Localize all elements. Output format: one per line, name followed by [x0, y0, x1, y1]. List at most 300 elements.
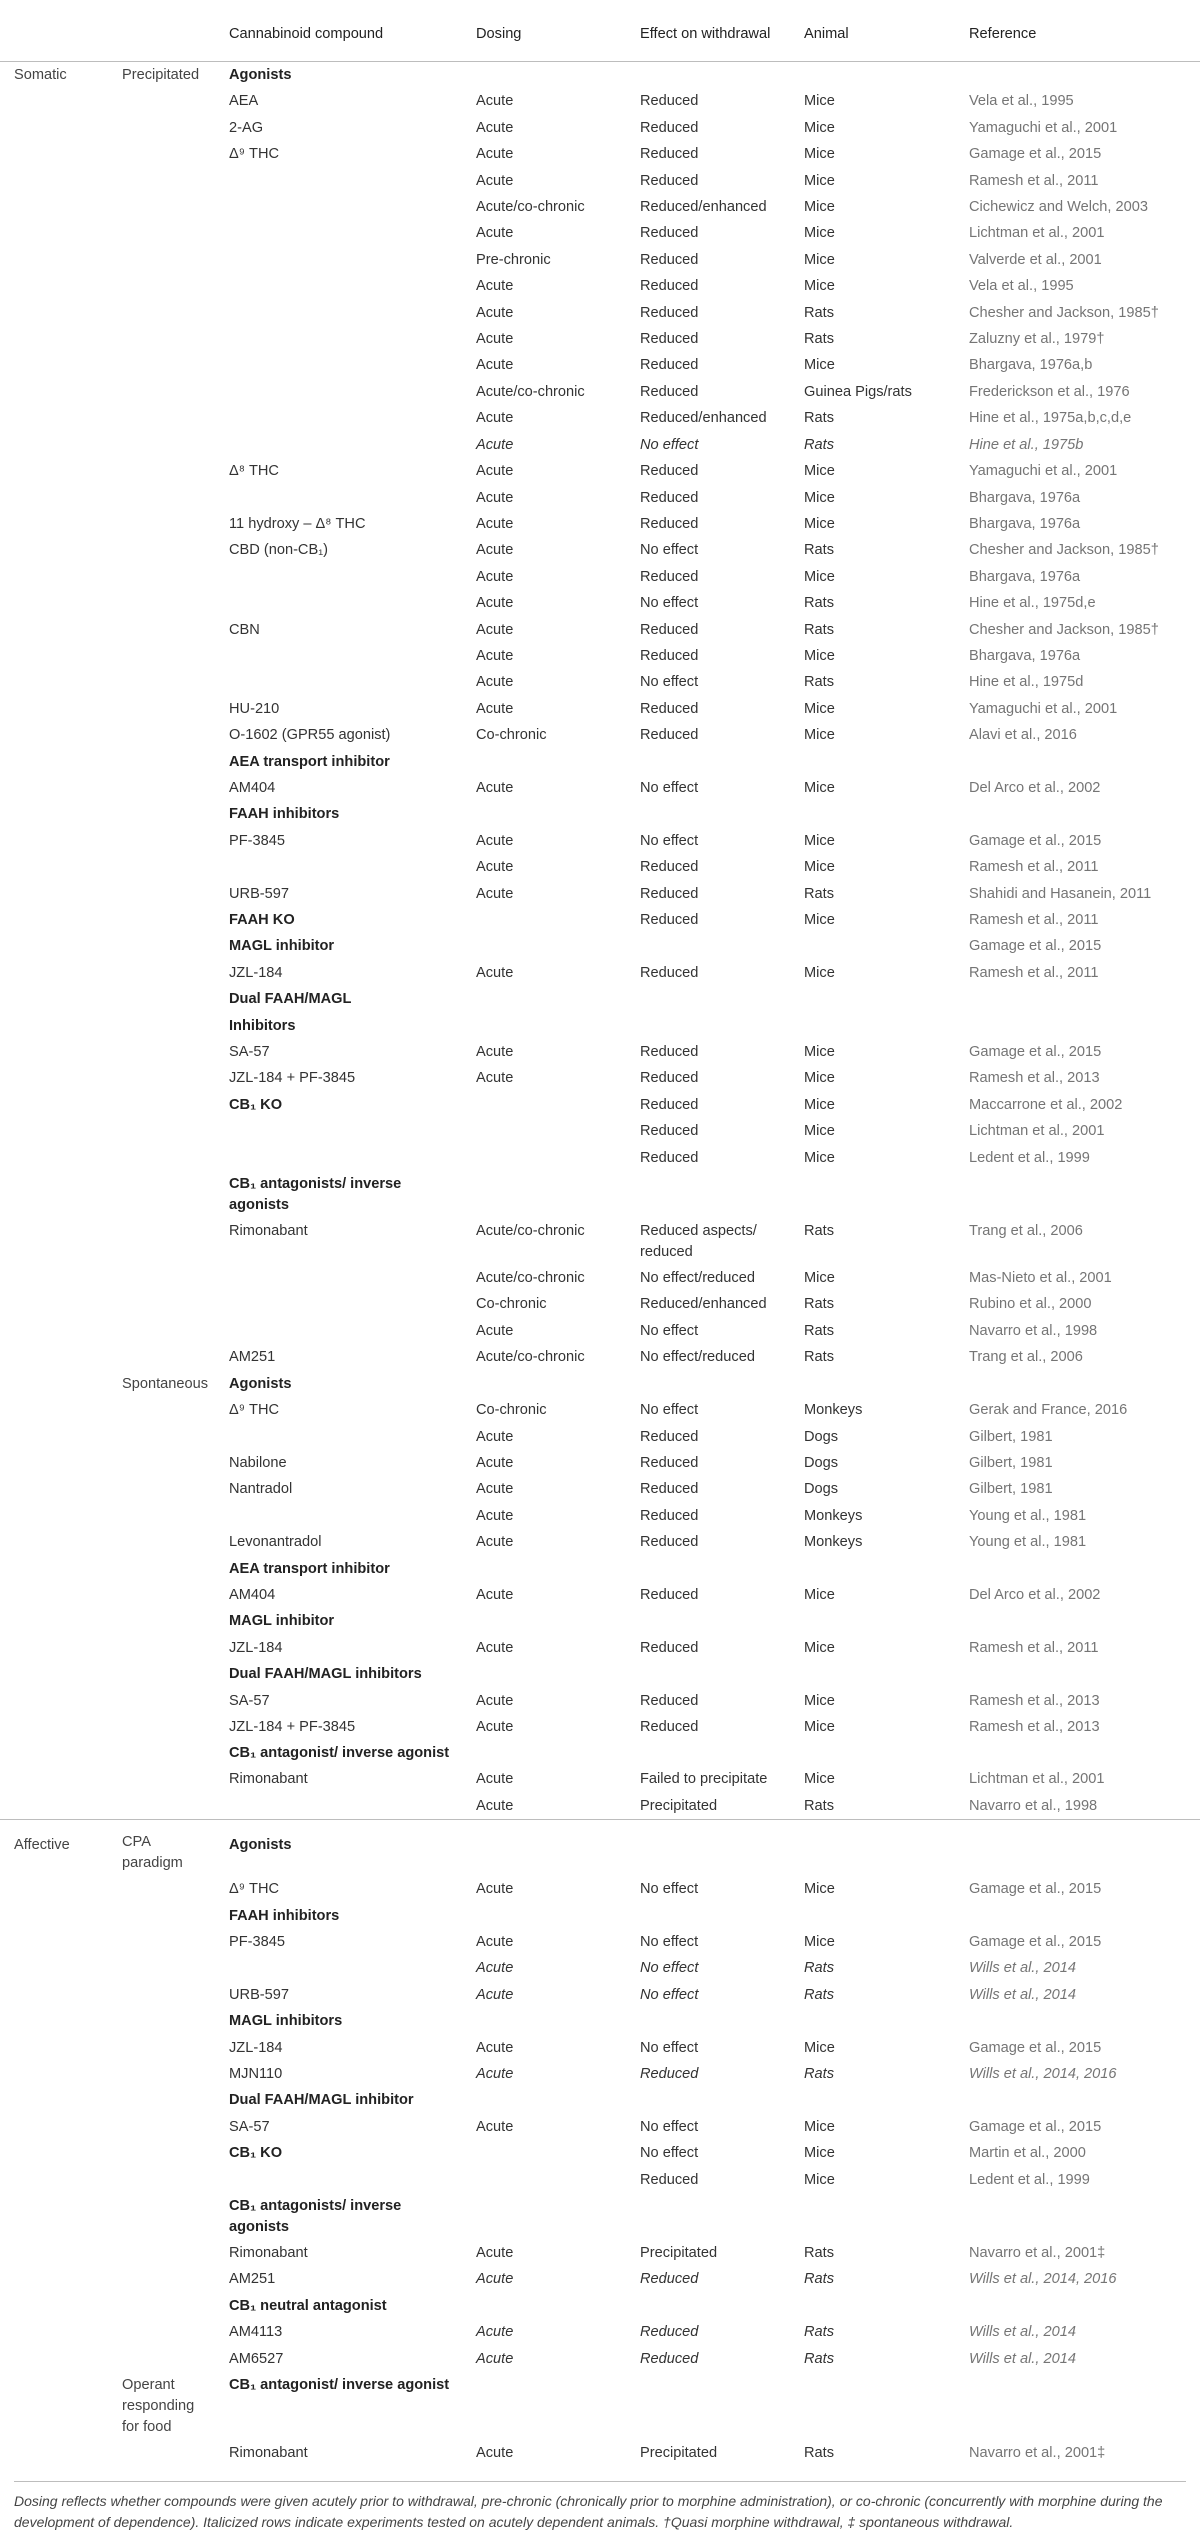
table-row — [0, 2193, 1200, 2240]
table-row — [0, 326, 1200, 352]
effect-cell: Reduced — [640, 251, 699, 268]
category-cell — [0, 1039, 108, 1065]
animal-cell: Rats — [804, 1986, 835, 2003]
effect-cell: Reduced — [640, 2324, 699, 2341]
dosing-cell: Acute — [476, 1454, 514, 1471]
reference-cell: Ramesh et al., 2013 — [969, 1070, 1100, 1087]
condition-cell — [108, 2061, 215, 2087]
animal-cell: Rats — [804, 2350, 835, 2367]
dosing-cell: Acute/co-chronic — [476, 1270, 585, 1287]
effect-cell: Reduced — [640, 1044, 699, 1061]
animal-cell: Mice — [804, 964, 835, 981]
animal-cell: Rats — [804, 621, 835, 638]
category-cell — [0, 2372, 108, 2440]
category-cell — [0, 1118, 108, 1144]
animal-cell: Mice — [804, 2039, 835, 2056]
category-cell — [0, 2114, 108, 2140]
reference-cell: Bhargava, 1976a — [969, 568, 1081, 585]
effect-cell: Reduced — [640, 727, 699, 744]
effect-cell: Reduced — [640, 700, 699, 717]
compound-cell: AM404 — [229, 779, 276, 796]
table-row — [0, 696, 1200, 722]
effect-cell: No effect — [640, 595, 699, 612]
table-row — [0, 1529, 1200, 1555]
condition-cell — [108, 1766, 215, 1792]
dosing-cell — [462, 2008, 626, 2034]
effect-cell: Reduced — [640, 2066, 699, 2083]
compound-cell: SA-57 — [229, 2118, 270, 2135]
category-cell — [0, 379, 108, 405]
animal-cell: Mice — [804, 1934, 835, 1950]
category-cell — [0, 1766, 108, 1792]
table-row — [0, 168, 1200, 194]
animal-cell: Mice — [804, 225, 835, 242]
table-row — [0, 2008, 1200, 2034]
effect-cell: Reduced — [640, 119, 699, 136]
condition-cell — [108, 273, 215, 299]
condition-cell: Precipitated — [122, 67, 200, 83]
category-cell — [0, 115, 108, 141]
reference-cell — [955, 1013, 1200, 1039]
reference-cell: Del Arco et al., 2002 — [969, 779, 1101, 796]
animal-cell: Rats — [804, 1960, 835, 1977]
compound-cell — [215, 590, 462, 616]
reference-cell: Hine et al., 1975d — [969, 674, 1084, 691]
compound-cell — [215, 247, 462, 273]
category-cell — [0, 1635, 108, 1661]
category-cell — [0, 2140, 108, 2166]
effect-cell: No effect/reduced — [640, 1270, 755, 1287]
compound-cell: AM404 — [229, 1586, 276, 1603]
table-row — [0, 1929, 1200, 1955]
dosing-cell: Acute — [476, 1428, 514, 1445]
reference-cell: Frederickson et al., 1976 — [969, 383, 1130, 400]
effect-cell: Reduced — [640, 357, 699, 374]
table-row — [0, 1608, 1200, 1634]
dosing-cell: Acute — [476, 1881, 514, 1898]
condition-cell — [108, 432, 215, 458]
dosing-cell: Acute — [476, 119, 514, 136]
dosing-cell: Acute — [476, 1771, 514, 1788]
dosing-cell: Acute — [476, 304, 514, 321]
animal-cell: Mice — [804, 1718, 835, 1735]
animal-cell: Rats — [804, 674, 835, 691]
reference-cell: Martin et al., 2000 — [969, 2145, 1086, 2162]
effect-cell — [626, 1820, 790, 1877]
category-cell — [0, 1424, 108, 1450]
animal-cell: Mice — [804, 119, 835, 136]
effect-cell: Failed to precipitate — [640, 1771, 768, 1788]
effect-cell: Reduced — [640, 172, 699, 189]
effect-cell: No effect — [640, 542, 699, 559]
compound-cell: O-1602 (GPR55 agonist) — [229, 727, 391, 744]
compound-cell: CBN — [229, 621, 260, 638]
animal-cell: Monkeys — [804, 1507, 863, 1524]
condition-cell — [108, 801, 215, 827]
category-cell — [0, 1503, 108, 1529]
compound-cell: URB-597 — [229, 885, 290, 902]
dosing-cell: Acute — [476, 278, 514, 295]
category-cell — [0, 669, 108, 695]
dosing-cell: Acute — [476, 1586, 514, 1603]
reference-cell: Shahidi and Hasanein, 2011 — [969, 885, 1152, 902]
compound-cell: Dual FAAH/MAGL inhibitor — [229, 2092, 414, 2109]
category-cell — [0, 1929, 108, 1955]
dosing-cell: Acute — [476, 1481, 514, 1498]
effect-cell: No effect — [640, 1960, 699, 1977]
animal-cell: Rats — [804, 2066, 835, 2083]
animal-cell: Rats — [804, 2324, 835, 2341]
effect-cell: No effect — [640, 436, 699, 453]
reference-cell: Gamage et al., 2015 — [969, 1881, 1102, 1898]
category-cell — [0, 828, 108, 854]
condition-cell — [108, 2114, 215, 2140]
condition-cell — [108, 2140, 215, 2166]
reference-cell: Wills et al., 2014, 2016 — [969, 2066, 1117, 2083]
compound-cell: SA-57 — [229, 1044, 270, 1061]
table-row — [0, 1013, 1200, 1039]
animal-cell — [790, 1903, 955, 1929]
animal-cell: Dogs — [804, 1481, 839, 1498]
category-cell — [0, 247, 108, 273]
category-cell — [0, 2440, 108, 2466]
condition-cell — [108, 1397, 215, 1423]
compound-cell: Agonists — [229, 67, 292, 83]
table-row — [0, 88, 1200, 114]
effect-cell: No effect — [640, 2039, 699, 2056]
effect-cell: Reduced — [640, 2350, 699, 2367]
dosing-cell — [462, 2167, 626, 2193]
reference-cell: Gamage et al., 2015 — [969, 938, 1102, 955]
animal-cell — [790, 1013, 955, 1039]
dosing-cell — [462, 1740, 626, 1766]
effect-cell: Reduced — [640, 304, 699, 321]
category-cell — [0, 458, 108, 484]
condition-cell — [108, 1424, 215, 1450]
category-cell — [0, 2319, 108, 2345]
table-row — [0, 1118, 1200, 1144]
category-cell — [0, 511, 108, 537]
effect-cell — [626, 2008, 790, 2034]
reference-cell — [955, 1171, 1200, 1218]
condition-cell — [108, 511, 215, 537]
table-row — [0, 1556, 1200, 1582]
dosing-cell: Acute — [476, 542, 514, 559]
animal-cell — [790, 1171, 955, 1218]
condition-cell — [108, 1903, 215, 1929]
condition-cell — [108, 1450, 215, 1476]
header-compound: Cannabinoid compound — [215, 8, 462, 62]
compound-cell: MJN110 — [229, 2066, 283, 2083]
category-cell — [0, 1218, 108, 1265]
effect-cell: Reduced — [640, 489, 699, 506]
condition-cell — [108, 749, 215, 775]
table-row — [0, 643, 1200, 669]
reference-cell: Bhargava, 1976a — [969, 489, 1081, 506]
dosing-cell — [462, 2372, 626, 2440]
compound-cell — [215, 1955, 462, 1981]
animal-cell: Rats — [804, 2245, 835, 2262]
table-row — [0, 1714, 1200, 1740]
condition-cell — [108, 907, 215, 933]
reference-cell: Wills et al., 2014 — [969, 2324, 1076, 2341]
animal-cell — [790, 933, 955, 959]
condition-cell — [108, 1503, 215, 1529]
compound-cell: Δ⁹ THC — [229, 1881, 280, 1898]
table-row — [0, 1424, 1200, 1450]
table-row — [0, 2114, 1200, 2140]
animal-cell — [790, 2193, 955, 2240]
effect-cell: Reduced — [640, 1096, 699, 1113]
table-row — [0, 485, 1200, 511]
reference-cell: Mas-Nieto et al., 2001 — [969, 1270, 1112, 1287]
animal-cell: Mice — [804, 357, 835, 374]
reference-cell — [955, 2293, 1200, 2319]
compound-cell: AEA transport inhibitor — [229, 753, 390, 770]
animal-cell: Mice — [804, 199, 835, 216]
effect-cell — [626, 933, 790, 959]
dosing-cell: Acute — [476, 331, 514, 348]
category-cell — [0, 1291, 108, 1317]
effect-cell: No effect — [640, 2118, 699, 2135]
dosing-cell — [462, 907, 626, 933]
table-row — [0, 115, 1200, 141]
category-cell — [0, 564, 108, 590]
table-row — [0, 405, 1200, 431]
effect-cell: Reduced/enhanced — [640, 1296, 767, 1313]
dosing-cell — [462, 1145, 626, 1171]
condition-cell — [108, 1118, 215, 1144]
animal-cell: Rats — [804, 436, 835, 453]
animal-cell — [790, 1556, 955, 1582]
category-cell — [0, 1450, 108, 1476]
reference-cell: Gamage et al., 2015 — [969, 2118, 1102, 2135]
category-cell — [0, 2266, 108, 2292]
condition-cell — [108, 405, 215, 431]
dosing-cell: Acute — [476, 885, 514, 902]
table-row — [0, 352, 1200, 378]
category-cell — [0, 1556, 108, 1582]
compound-cell: 2-AG — [229, 119, 264, 136]
compound-cell — [215, 432, 462, 458]
dosing-cell: Acute — [476, 463, 514, 480]
category-cell — [0, 220, 108, 246]
category-cell — [0, 907, 108, 933]
condition-cell — [108, 88, 215, 114]
dosing-cell — [462, 986, 626, 1012]
dosing-cell — [462, 2087, 626, 2113]
effect-cell — [626, 986, 790, 1012]
category-cell — [0, 88, 108, 114]
animal-cell: Mice — [804, 2145, 835, 2162]
condition-cell: Operant responding for food — [122, 2377, 195, 2436]
animal-cell: Rats — [804, 331, 835, 348]
condition-cell — [108, 2193, 215, 2240]
animal-cell: Mice — [804, 489, 835, 506]
reference-cell: Del Arco et al., 2002 — [969, 1586, 1101, 1603]
dosing-cell: Acute — [476, 779, 514, 796]
effect-cell — [626, 1371, 790, 1397]
condition-cell — [108, 1065, 215, 1091]
compound-cell: MAGL inhibitor — [229, 938, 335, 955]
category-cell — [0, 933, 108, 959]
reference-cell: Valverde et al., 2001 — [969, 251, 1102, 268]
condition-cell — [108, 854, 215, 880]
animal-cell: Mice — [804, 251, 835, 268]
category-cell — [0, 1982, 108, 2008]
condition-cell — [108, 986, 215, 1012]
condition-cell — [108, 2319, 215, 2345]
reference-cell: Young et al., 1981 — [969, 1534, 1087, 1551]
animal-cell: Mice — [804, 278, 835, 295]
dosing-cell — [462, 1013, 626, 1039]
animal-cell: Rats — [804, 2445, 835, 2462]
compound-cell — [215, 1318, 462, 1344]
compound-cell: MAGL inhibitors — [229, 2013, 343, 2030]
reference-cell: Yamaguchi et al., 2001 — [969, 700, 1118, 717]
reference-cell: Wills et al., 2014 — [969, 2350, 1076, 2367]
compound-cell — [215, 1265, 462, 1291]
reference-cell: Young et al., 1981 — [969, 1507, 1087, 1524]
animal-cell — [790, 2372, 955, 2440]
compound-cell: CB₁ antagonist/ inverse agonist — [229, 2377, 450, 2394]
effect-cell: Reduced — [640, 1481, 699, 1498]
condition-cell — [108, 1476, 215, 1502]
animal-cell: Monkeys — [804, 1534, 863, 1551]
compound-cell — [215, 1118, 462, 1144]
animal-cell: Mice — [804, 912, 835, 928]
animal-cell: Rats — [804, 1296, 835, 1313]
category-cell — [0, 960, 108, 986]
table-row — [0, 1371, 1200, 1397]
animal-cell: Mice — [804, 1270, 835, 1287]
reference-cell: Lichtman et al., 2001 — [969, 1771, 1105, 1788]
category-cell — [0, 722, 108, 748]
effect-cell: Reduced/enhanced — [640, 410, 767, 427]
header-effect: Effect on withdrawal — [626, 8, 790, 62]
effect-cell: No effect — [640, 2145, 699, 2162]
reference-cell: Navarro et al., 1998 — [969, 1322, 1098, 1339]
animal-cell: Rats — [804, 595, 835, 612]
condition-cell — [108, 1982, 215, 2008]
animal-cell: Rats — [804, 410, 835, 427]
dosing-cell: Acute — [476, 93, 514, 110]
effect-cell: Reduced — [640, 621, 699, 638]
compound-cell: JZL-184 — [229, 964, 283, 981]
compound-cell: JZL-184 — [229, 1639, 283, 1656]
table-row — [0, 1982, 1200, 2008]
table-row — [0, 2319, 1200, 2345]
category-cell — [0, 1793, 108, 1820]
effect-cell: Reduced — [640, 383, 699, 400]
category-cell — [0, 141, 108, 167]
table-row — [0, 432, 1200, 458]
header-row — [0, 8, 1200, 62]
reference-cell: Cichewicz and Welch, 2003 — [969, 199, 1149, 216]
table-row — [0, 1039, 1200, 1065]
condition-cell — [108, 590, 215, 616]
table-row — [0, 1955, 1200, 1981]
reference-cell: Maccarrone et al., 2002 — [969, 1096, 1123, 1113]
animal-cell: Mice — [804, 1586, 835, 1603]
dosing-cell — [462, 1608, 626, 1634]
table-row — [0, 564, 1200, 590]
dosing-cell: Acute — [476, 2039, 514, 2056]
compound-cell — [215, 194, 462, 220]
condition-cell — [108, 1688, 215, 1714]
dosing-cell — [462, 1820, 626, 1877]
animal-cell: Mice — [804, 1881, 835, 1898]
condition-cell — [108, 881, 215, 907]
effect-cell: Reduced — [640, 859, 699, 876]
reference-cell: Gerak and France, 2016 — [969, 1402, 1128, 1419]
condition-cell — [108, 1318, 215, 1344]
effect-cell — [626, 62, 790, 89]
dosing-cell: Acute — [476, 568, 514, 585]
reference-cell: Ramesh et al., 2011 — [969, 912, 1099, 928]
table-row — [0, 801, 1200, 827]
dosing-cell: Acute — [476, 172, 514, 189]
table-row — [0, 617, 1200, 643]
category-cell — [0, 2087, 108, 2113]
reference-cell: Hine et al., 1975d,e — [969, 595, 1096, 612]
animal-cell — [790, 986, 955, 1012]
compound-cell — [215, 1424, 462, 1450]
table-row — [0, 1876, 1200, 1902]
effect-cell: Precipitated — [640, 1797, 718, 1814]
category-cell — [0, 986, 108, 1012]
condition-cell — [108, 115, 215, 141]
condition-cell — [108, 1013, 215, 1039]
compound-cell: Dual FAAH/MAGL — [229, 991, 352, 1008]
condition-cell — [108, 722, 215, 748]
effect-cell: No effect — [640, 1322, 699, 1339]
animal-cell: Mice — [804, 146, 835, 163]
condition-cell — [108, 379, 215, 405]
category-cell — [0, 881, 108, 907]
reference-cell: Chesher and Jackson, 1985† — [969, 621, 1159, 638]
condition-cell — [108, 326, 215, 352]
dosing-cell — [462, 1171, 626, 1218]
condition-cell — [108, 141, 215, 167]
table-row — [0, 775, 1200, 801]
animal-cell: Mice — [804, 1639, 835, 1656]
dosing-cell: Acute/co-chronic — [476, 1223, 585, 1240]
animal-cell — [790, 1608, 955, 1634]
effect-cell: Reduced/enhanced — [640, 199, 767, 216]
dosing-cell — [462, 2193, 626, 2240]
condition-cell — [108, 2346, 215, 2372]
effect-cell: Reduced — [640, 515, 699, 532]
reference-cell: Trang et al., 2006 — [969, 1349, 1083, 1366]
reference-cell: Bhargava, 1976a — [969, 515, 1081, 532]
dosing-cell: Acute — [476, 2271, 514, 2288]
compound-cell: AM251 — [229, 2271, 276, 2288]
reference-cell: Chesher and Jackson, 1985† — [969, 542, 1159, 559]
animal-cell: Rats — [804, 885, 835, 902]
reference-cell: Rubino et al., 2000 — [969, 1296, 1092, 1313]
reference-cell: Hine et al., 1975b — [969, 436, 1084, 453]
compound-cell — [215, 1793, 462, 1820]
table-row — [0, 1903, 1200, 1929]
condition-cell — [108, 2240, 215, 2266]
reference-cell — [955, 2008, 1200, 2034]
table-row — [0, 590, 1200, 616]
category-cell — [0, 2346, 108, 2372]
condition-cell — [108, 194, 215, 220]
table-row — [0, 960, 1200, 986]
condition-cell — [108, 2167, 215, 2193]
